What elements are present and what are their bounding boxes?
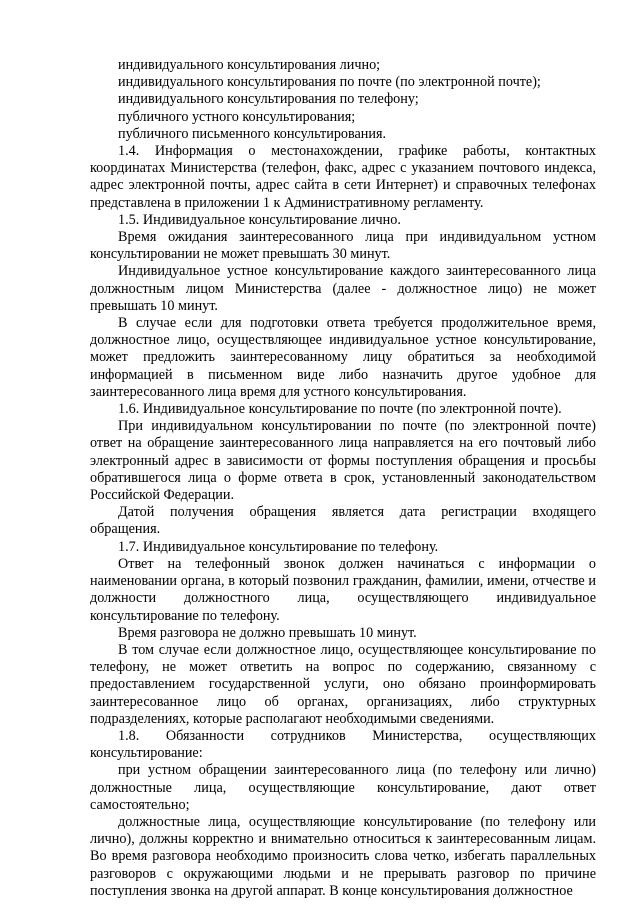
conduct-rules-paragraph: должностные лица, осуществляющие консультирование (по телефону или лично), должны корректно и внимательно относиться к заинтересованным лицам. Во время разговора необходимо произносить слова четко, избегать параллельных разговоров с окружающими людьми и не прерывать разговор по причине поступления звонка на другой аппарат. В конце консультирования должностное — [90, 813, 596, 899]
receipt-date-paragraph: Датой получения обращения является дата регистрации входящего обращения. — [90, 504, 596, 538]
list-item-phone: индивидуального консультирования по телефону; — [118, 91, 419, 108]
list-item-personal: индивидуального консультирования лично; — [118, 57, 381, 73]
call-duration-paragraph: Время разговора не должно превышать 10 минут. — [118, 624, 417, 641]
phone-answer-paragraph: Ответ на телефонный звонок должен начинаться с информации о наименовании органа, в который позвонил гражданин, фамилии, имени, отчестве и должности должностного лица, осуществляющего индивидуальное консультирование по телефону. — [90, 555, 596, 624]
section-1-5-heading: 1.5. Индивидуальное консультирование лично. — [118, 211, 401, 228]
oral-consultation-limit-paragraph: Индивидуальное устное консультирование каждого заинтересованного лица должностным лицом Министерства (далее - должностное лицо) не может превышать 10 минут. — [90, 263, 596, 314]
list-item-public-oral: публичного устного консультирования; — [118, 108, 356, 125]
long-answer-paragraph: В случае если для подготовки ответа требуется продолжительное время, должностное лицо, осуществляющее индивидуальное устное консультирование, может предложить заинтересованному лицу обратиться за необходимой информацией в письменном виде либо назначить другое удобное для заинтересованного лица время для устного консультирования. — [90, 315, 596, 400]
oral-answer-paragraph: при устном обращении заинтересованного лица (по телефону или лично) должностные лица, осуществляющие консультирование, дают ответ самостоятельно; — [90, 762, 596, 813]
email-consultation-paragraph: При индивидуальном консультировании по почте (по электронной почте) ответ на обращение заинтересованного лица направляется на его почтовый либо электронный адрес в зависимости от формы поступления обращения и просьбы обратившегося лица о форме ответа в срок, установленный законодательством Российской Федерации. — [90, 418, 596, 504]
list-item-email: индивидуального консультирования по почте (по электронной почте); — [118, 74, 541, 91]
document-page — [90, 57, 596, 900]
redirect-info-paragraph: В том случае если должностное лицо, осуществляющее консультирование по телефону, не может ответить на вопрос по содержанию, связанному с предоставлением государственной услуги, оно обязано проинформировать заинтересованное лицо об органах, организациях, либо структурных подразделениях, которые располагают необходимыми сведениями. — [90, 641, 596, 727]
section-1-8-heading: 1.8. Обязанности сотрудников Министерства, осуществляющих консультирование: — [90, 727, 596, 762]
section-1-4-paragraph: 1.4. Информация о местонахождении, графике работы, контактных координатах Министерства (телефон, факс, адрес с указанием почтового индекса, адрес электронной почты, адрес сайта в сети Интернет) и справочных телефонах представлена в приложении 1 к Административному регламенту. — [90, 143, 596, 211]
waiting-time-paragraph: Время ожидания заинтересованного лица при индивидуальном устном консультировании не может превышать 30 минут. — [90, 229, 596, 263]
section-1-6-heading: 1.6. Индивидуальное консультирование по почте (по электронной почте). — [118, 401, 562, 418]
list-item-public-written: публичного письменного консультирования. — [118, 125, 387, 142]
section-1-7-heading: 1.7. Индивидуальное консультирование по телефону. — [118, 538, 439, 555]
